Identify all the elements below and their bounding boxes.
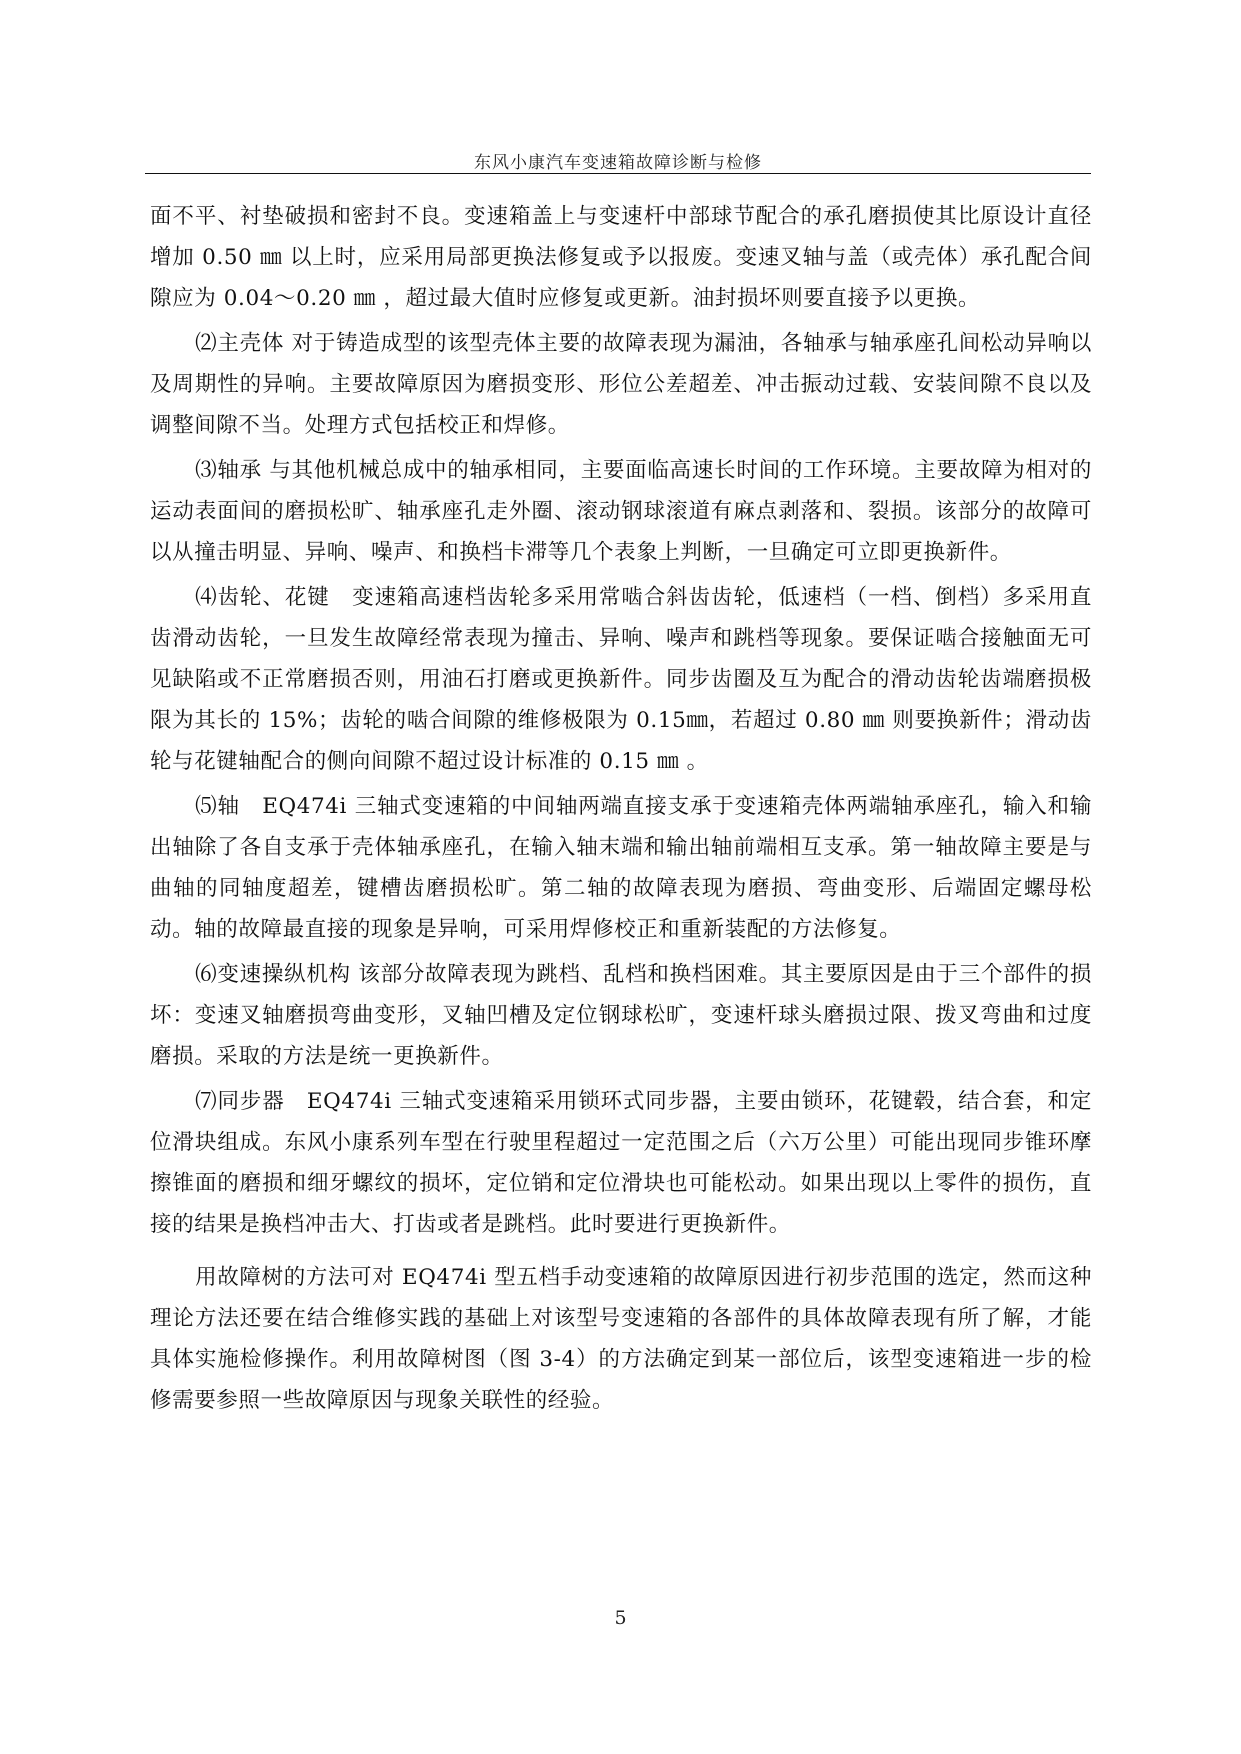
paragraph-gear-spline: ⑷齿轮、花键 变速箱高速档齿轮多采用常啮合斜齿齿轮，低速档（一档、倒档）多采用直齿滑动齿轮，一旦发生故障经常表现为撞击、异响、噪声和跳档等现象。要保证啮合接触面无可见缺陷或不正常磨损否则，用油石打磨或更换新件。同步齿圈及互为配合的滑动齿轮齿端磨损极限为其长的 15%；齿轮的啮合间隙的维修极限为 0.15㎜，若超过 0.80 ㎜ 则要换新件；滑动齿轮与花键轴配合的侧向间隙不超过设计标准的 0.15 ㎜ 。 (150, 585, 1092, 774)
page-number: 5 (614, 1607, 627, 1629)
paragraph-shaft: ⑸轴 EQ474i 三轴式变速箱的中间轴两端直接支承于变速箱壳体两端轴承座孔，输入和输出轴除了各自支承于壳体轴承座孔，在输入轴末端和输出轴前端相互支承。第一轴故障主要是与曲轴的同轴度超差，键槽齿磨损松旷。第二轴的故障表现为磨损、弯曲变形、后端固定螺母松动。轴的故障最直接的现象是异响，可采用焊修校正和重新装配的方法修复。 (150, 794, 1092, 942)
body-text (150, 196, 1092, 1425)
paragraph-main-housing: ⑵主壳体 对于铸造成型的该型壳体主要的故障表现为漏油，各轴承与轴承座孔间松动异响以及周期性的异响。主要故障原因为磨损变形、形位公差超差、冲击振动过载、安装间隙不良以及调整间隙不当。处理方式包括校正和焊修。 (150, 331, 1092, 438)
paragraph-shift-mechanism: ⑹变速操纵机构 该部分故障表现为跳档、乱档和换档困难。其主要原因是由于三个部件的损坏：变速叉轴磨损弯曲变形，叉轴凹槽及定位钢球松旷，变速杆球头磨损过限、拨叉弯曲和过度磨损。采取的方法是统一更换新件。 (150, 962, 1092, 1069)
paragraph-fault-tree: 用故障树的方法可对 EQ474i 型五档手动变速箱的故障原因进行初步范围的选定，然而这种理论方法还要在结合维修实践的基础上对该型号变速箱的各部件的具体故障表现有所了解，才能具体实施检修操作。利用故障树图（图 3-4）的方法确定到某一部位后，该型变速箱进一步的检修需要参照一些故障原因与现象关联性的经验。 (150, 1265, 1092, 1413)
header-rule (145, 173, 1091, 174)
paragraph-synchronizer: ⑺同步器 EQ474i 三轴式变速箱采用锁环式同步器，主要由锁环，花键毂，结合套，和定位滑块组成。东风小康系列车型在行驶里程超过一定范围之后（六万公里）可能出现同步锥环摩擦锥面的磨损和细牙螺纹的损坏，定位销和定位滑块也可能松动。如果出现以上零件的损伤，直接的结果是换档冲击大、打齿或者是跳档。此时要进行更换新件。 (150, 1089, 1092, 1237)
paragraph-continuation: 面不平、衬垫破损和密封不良。变速箱盖上与变速杆中部球节配合的承孔磨损使其比原设计直径增加 0.50 ㎜ 以上时，应采用局部更换法修复或予以报废。变速叉轴与盖（或壳体）承孔配合间隙应为 0.04～0.20 ㎜ ，超过最大值时应修复或更新。油封损坏则要直接予以更换。 (150, 204, 1092, 311)
running-header: 东风小康汽车变速箱故障诊断与检修 (474, 153, 762, 173)
paragraph-bearing: ⑶轴承 与其他机械总成中的轴承相同，主要面临高速长时间的工作环境。主要故障为相对的运动表面间的磨损松旷、轴承座孔走外圈、滚动钢球滚道有麻点剥落和、裂损。该部分的故障可以从撞击明显、异响、噪声、和换档卡滞等几个表象上判断，一旦确定可立即更换新件。 (150, 458, 1092, 565)
